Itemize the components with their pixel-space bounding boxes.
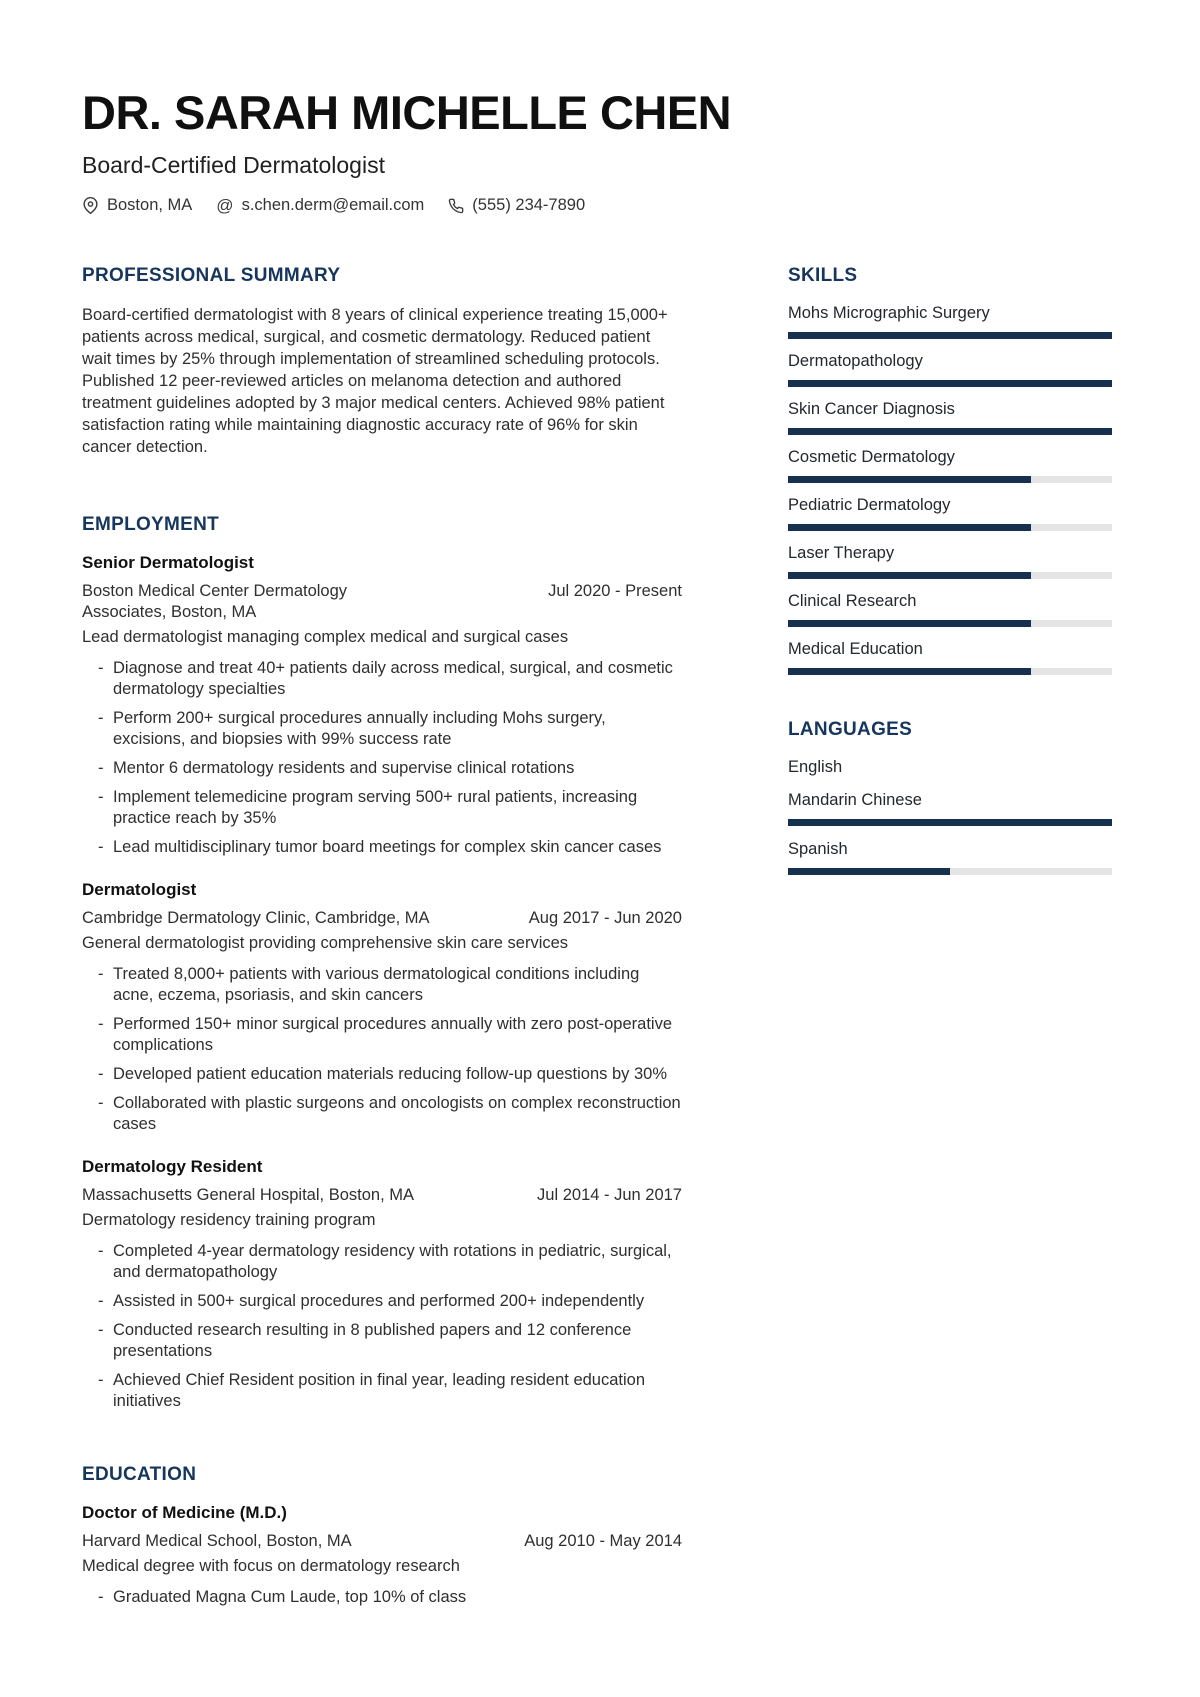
professional-title: Board-Certified Dermatologist [82, 152, 385, 179]
education-dates: Aug 2010 - May 2014 [524, 1532, 682, 1551]
skill-row [788, 640, 1112, 675]
skill-bar [788, 428, 1112, 435]
skill-label: Mohs Micrographic Surgery [788, 304, 990, 323]
skill-bar [788, 380, 1112, 387]
skill-row [788, 496, 1112, 531]
map-pin-icon [82, 197, 99, 214]
sidebar [788, 265, 1112, 1616]
bullet-item: - Assisted in 500+ surgical procedures and performed 200+ independently [98, 1291, 682, 1312]
skill-bar [788, 620, 1112, 627]
skill-label: Cosmetic Dermatology [788, 448, 955, 467]
languages-heading: LANGUAGES [788, 719, 913, 741]
bar-fill [788, 380, 1112, 387]
skills-section [788, 265, 1112, 675]
contact-location [82, 196, 192, 215]
bullet-item: - Lead multidisciplinary tumor board meetings for complex skin cancer cases [98, 837, 682, 858]
language-label: Mandarin Chinese [788, 791, 922, 810]
language-label: English [788, 758, 843, 777]
bar-fill [788, 668, 1031, 675]
bullet-item: - Conducted research resulting in 8 published papers and 12 conference presentations [98, 1320, 682, 1362]
bar-fill [788, 332, 1112, 339]
bullet-item: - Collaborated with plastic surgeons and oncologists on complex reconstruction cases [98, 1093, 682, 1135]
education-heading: EDUCATION [82, 1464, 197, 1486]
skill-label: Laser Therapy [788, 544, 895, 563]
language-bar [788, 819, 1112, 826]
bullet-item: - Perform 200+ surgical procedures annually including Mohs surgery, excisions, and biopsies with 99% success rate [98, 708, 682, 750]
job-title: Dermatologist [82, 880, 197, 900]
summary-heading: PROFESSIONAL SUMMARY [82, 265, 341, 287]
education-section [82, 1464, 682, 1608]
job-summary: Lead dermatologist managing complex medical and surgical cases [82, 628, 569, 647]
job-company-line [82, 581, 682, 623]
skill-bar [788, 572, 1112, 579]
skill-row [788, 592, 1112, 627]
education-bullets [82, 1587, 682, 1608]
contact-phone [448, 196, 585, 215]
skill-bar [788, 332, 1112, 339]
header [82, 88, 1112, 215]
at-sign-icon: @ [216, 196, 234, 216]
phone-text: (555) 234-7890 [472, 196, 586, 215]
skill-bar [788, 668, 1112, 675]
job-bullets [82, 964, 682, 1135]
skills-heading: SKILLS [788, 265, 858, 287]
language-bar [788, 868, 1112, 875]
job-entry [82, 880, 682, 1135]
bullet-item: - Mentor 6 dermatology residents and supervise clinical rotations [98, 758, 682, 779]
skill-row [788, 352, 1112, 387]
job-title: Senior Dermatologist [82, 553, 254, 573]
bar-fill [788, 620, 1031, 627]
bullet-item: - Developed patient education materials reducing follow-up questions by 30% [98, 1064, 682, 1085]
bullet-item: - Achieved Chief Resident position in final year, leading resident education initiatives [98, 1370, 682, 1412]
bar-fill [788, 868, 950, 875]
skill-row [788, 544, 1112, 579]
bullet-item: - Diagnose and treat 40+ patients daily across medical, surgical, and cosmetic dermatology specialties [98, 658, 682, 700]
bullet-item: - Performed 150+ minor surgical procedures annually with zero post-operative complications [98, 1014, 682, 1056]
skill-row [788, 400, 1112, 435]
job-bullets [82, 1241, 682, 1412]
education-entry [82, 1503, 682, 1608]
language-row [788, 758, 1112, 777]
bullet-item: - Treated 8,000+ patients with various dermatological conditions including acne, eczema, psoriasis, and skin cancers [98, 964, 682, 1006]
job-company-line [82, 1185, 682, 1206]
contact-email [216, 196, 424, 215]
job-entry [82, 553, 682, 858]
phone-icon [448, 198, 464, 214]
bullet-item: - Graduated Magna Cum Laude, top 10% of class [98, 1587, 682, 1608]
job-company: Massachusetts General Hospital, Boston, MA [82, 1186, 414, 1205]
language-label: Spanish [788, 840, 848, 859]
email-text: s.chen.derm@email.com [241, 196, 425, 215]
job-entry [82, 1157, 682, 1412]
bar-fill [788, 819, 1112, 826]
job-dates: Aug 2017 - Jun 2020 [528, 909, 682, 928]
skill-label: Skin Cancer Diagnosis [788, 400, 955, 419]
job-bullets [82, 658, 682, 858]
job-summary: Dermatology residency training program [82, 1211, 376, 1230]
job-company: Cambridge Dermatology Clinic, Cambridge, MA [82, 909, 430, 928]
bar-fill [788, 524, 1031, 531]
skill-label: Pediatric Dermatology [788, 496, 951, 515]
location-text: Boston, MA [107, 196, 193, 215]
employment-section [82, 514, 682, 1412]
education-summary: Medical degree with focus on dermatology research [82, 1557, 460, 1576]
skill-label: Clinical Research [788, 592, 917, 611]
employment-heading: EMPLOYMENT [82, 514, 220, 536]
job-dates: Jul 2020 - Present [548, 582, 682, 601]
contact-row [82, 196, 1112, 215]
skill-bar [788, 524, 1112, 531]
person-name: DR. SARAH MICHELLE CHEN [82, 86, 732, 139]
summary-section [82, 265, 682, 458]
skill-row [788, 304, 1112, 339]
skill-row [788, 448, 1112, 483]
degree-title: Doctor of Medicine (M.D.) [82, 1503, 287, 1523]
languages-section [788, 719, 1112, 875]
job-company-line [82, 908, 682, 929]
main-column [82, 265, 682, 1616]
content-columns [82, 265, 1112, 1616]
bar-fill [788, 428, 1112, 435]
bullet-item: - Implement telemedicine program serving 500+ rural patients, increasing practice reach by 35% [98, 787, 682, 829]
job-summary: General dermatologist providing comprehensive skin care services [82, 934, 569, 953]
bar-fill [788, 476, 1031, 483]
school-name: Harvard Medical School, Boston, MA [82, 1532, 352, 1551]
job-company: Boston Medical Center Dermatology Associates, Boston, MA [82, 582, 348, 622]
language-row [788, 791, 1112, 826]
skill-label: Medical Education [788, 640, 923, 659]
school-line [82, 1531, 682, 1552]
bullet-item: - Completed 4-year dermatology residency with rotations in pediatric, surgical, and dermatopathology [98, 1241, 682, 1283]
job-title: Dermatology Resident [82, 1157, 263, 1177]
bar-fill [788, 572, 1031, 579]
skill-bar [788, 476, 1112, 483]
summary-text: Board-certified dermatologist with 8 years of clinical experience treating 15,000+ patients across medical, surgical, and cosmetic dermatology. Reduced patient wait times by 25% through implementation of streamlined scheduling protocols. Published 12 peer-reviewed articles on melanoma detection and authored treatment guidelines adopted by 3 major medical centers. Achieved 98% patient satisfaction rating while maintaining diagnostic accuracy rate of 96% for skin cancer detection. [82, 306, 668, 457]
job-dates: Jul 2014 - Jun 2017 [537, 1186, 682, 1205]
language-row [788, 840, 1112, 875]
skill-label: Dermatopathology [788, 352, 923, 371]
